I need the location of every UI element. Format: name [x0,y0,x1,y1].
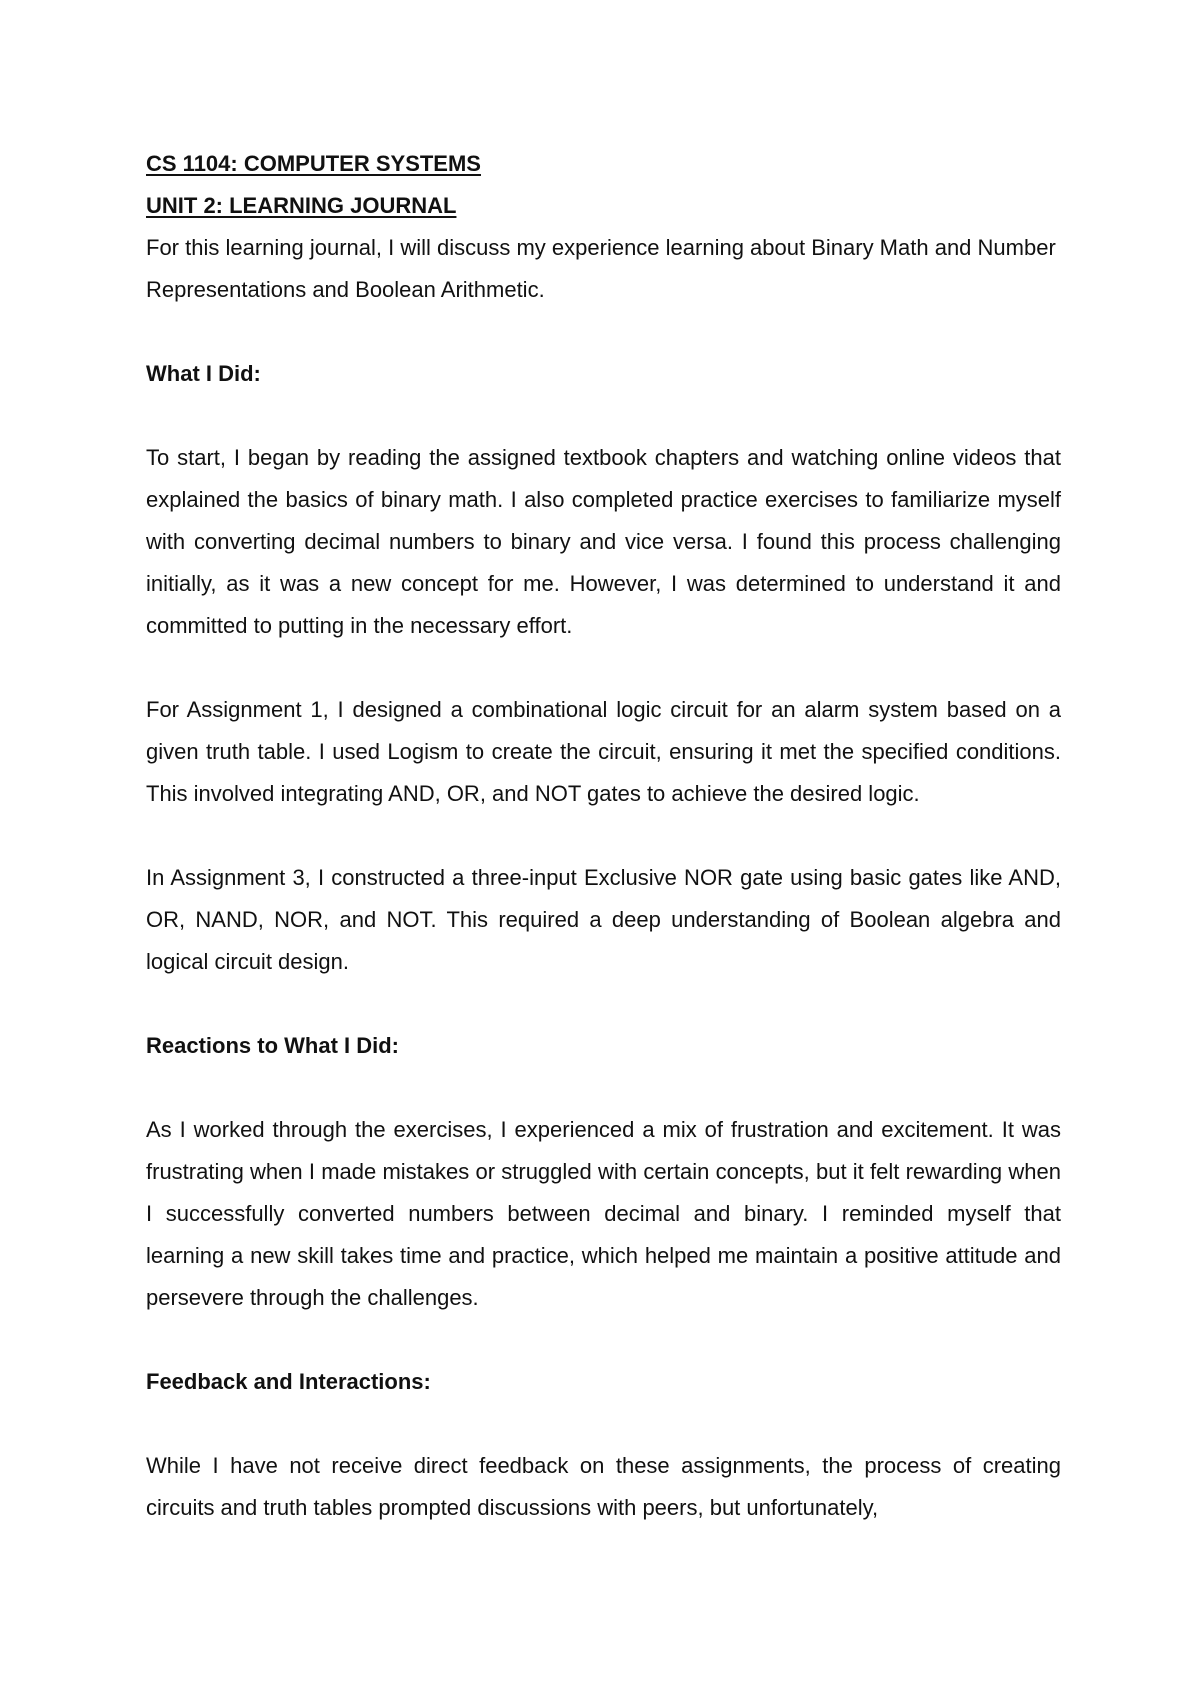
section-heading-reactions: Reactions to What I Did: [146,1033,399,1058]
paragraph: To start, I began by reading the assigned textbook chapters and watching online videos that explained the basics of binary math. I also completed practice exercises to familiarize myself with converting decimal numbers to binary and vice versa. I found this process challenging initially, as it was a new concept for me. However, I was determined to understand it and committed to putting in the necessary effort. [146,445,1061,638]
paragraph: For Assignment 1, I designed a combinational logic circuit for an alarm system based on a given truth table. I used Logism to create the circuit, ensuring it met the specified conditions. This involved integrating AND, OR, and NOT gates to achieve the desired logic. [146,697,1061,806]
course-title: CS 1104: COMPUTER SYSTEMS [146,151,481,176]
document-page [146,143,1061,1529]
section-heading-what-i-did: What I Did: [146,361,261,386]
paragraph: In Assignment 3, I constructed a three-input Exclusive NOR gate using basic gates like AND, OR, NAND, NOR, and NOT. This required a deep understanding of Boolean algebra and logical circuit design. [146,865,1061,974]
section-heading-feedback: Feedback and Interactions: [146,1369,431,1394]
paragraph: As I worked through the exercises, I experienced a mix of frustration and excitement. It was frustrating when I made mistakes or struggled with certain concepts, but it felt rewarding when I successfully converted numbers between decimal and binary. I reminded myself that learning a new skill takes time and practice, which helped me maintain a positive attitude and persevere through the challenges. [146,1117,1061,1310]
paragraph: While I have not receive direct feedback on these assignments, the process of creating circuits and truth tables prompted discussions with peers, but unfortunately, [146,1453,1061,1520]
unit-title: UNIT 2: LEARNING JOURNAL [146,193,457,218]
intro-paragraph: For this learning journal, I will discuss my experience learning about Binary Math and Number Representations and Boolean Arithmetic. [146,235,1056,302]
